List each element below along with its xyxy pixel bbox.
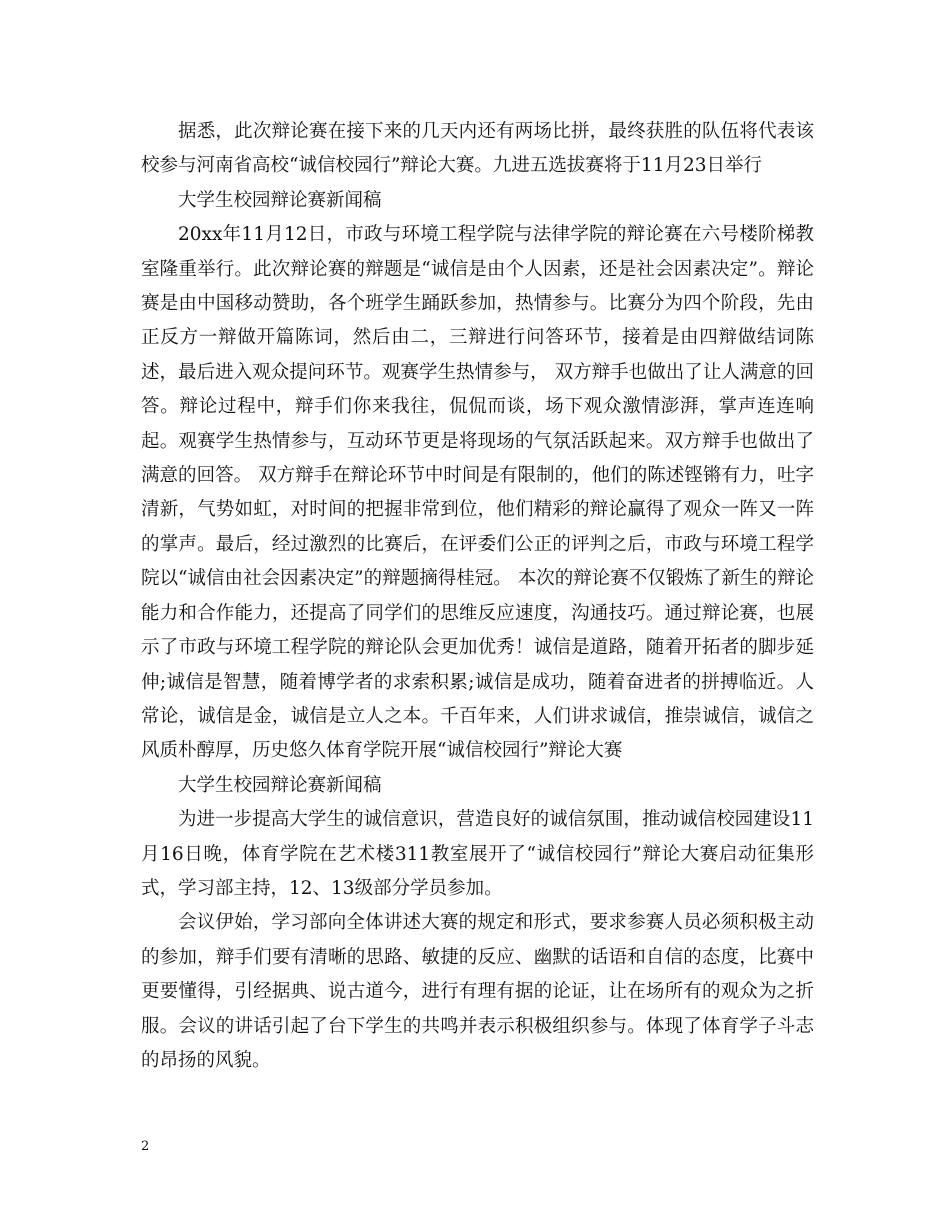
article-title-2: 大学生校园辩论赛新闻稿 [178,774,382,796]
page-body [141,115,814,1078]
paragraph-meeting: 会议伊始，学习部向全体讲述大赛的规定和形式，要求参赛人员必须积极主动的参加，辩手们要有清晰的思路、敏捷的反应、幽默的话语和自信的态度，比赛中更要懂得，引经据典、说古道今，进行有理有据的论证，让在场所有的观众为之折服。会议的讲话引起了台下学生的共鸣并表示积极组织参与。体现了体育学子斗志的昂扬的风貌。 [141,912,814,1071]
paragraph-event-launch: 为进一步提高大学生的诚信意识，营造良好的诚信氛围，推动诚信校园建设11月16日晚，体育学院在艺术楼311教室展开了“诚信校园行”辩论大赛启动征集形式，学习部主持，12、13级部分学员参加。 [141,809,814,899]
paragraph-debate-report: 20xx年11月12日，市政与环境工程学院与法律学院的辩论赛在六号楼阶梯教室隆重举行。此次辩论赛的辩题是“诚信是由个人因素，还是社会因素决定”。辩论赛是由中国移动赞助，各个班学生踊跃参加，热情参与。比赛分为四个阶段，先由正反方一辩做开篇陈词，然后由二，三辩进行问答环节，接着是由四辩做结词陈述，最后进入观众提问环节。观赛学生热情参与， 双方辩手也做出了让人满意的回答。辩论过程中，辩手们你来我往，侃侃而谈，场下观众激情澎湃，掌声连连响起。观赛学生热情参与，互动环节更是将现场的气氛活跃起来。双方辩手也做出了满意的回答。 双方辩手在辩论环节中时间是有限制的，他们的陈述铿锵有力，吐字清新，气势如虹，对时间的把握非常到位，他们精彩的辩论赢得了观众一阵又一阵的掌声。最后，经过激烈的比赛后，在评委们公正的评判之后，市政与环境工程学院以“诚信由社会因素决定”的辩题摘得桂冠。 本次的辩论赛不仅锻炼了新生的辩论能力和合作能力，还提高了同学们的思维反应速度，沟通技巧。通过辩论赛，也展示了市政与环境工程学院的辩论队会更加优秀！诚信是道路，随着开拓者的脚步延伸;诚信是智慧，随着博学者的求索积累;诚信是成功，随着奋进者的拼搏临近。人常论，诚信是金，诚信是立人之本。千百年来，人们讲求诚信，推崇诚信，诚信之风质朴醇厚，历史悠久体育学院开展“诚信校园行”辩论大赛 [141,224,814,762]
article-title-1: 大学生校园辩论赛新闻稿 [178,189,382,211]
paragraph-intro: 据悉，此次辩论赛在接下来的几天内还有两场比拼，最终获胜的队伍将代表该校参与河南省高校“诚信校园行”辩论大赛。九进五选拔赛将于11月23日举行 [141,121,814,177]
page-number: 2 [141,1139,150,1154]
